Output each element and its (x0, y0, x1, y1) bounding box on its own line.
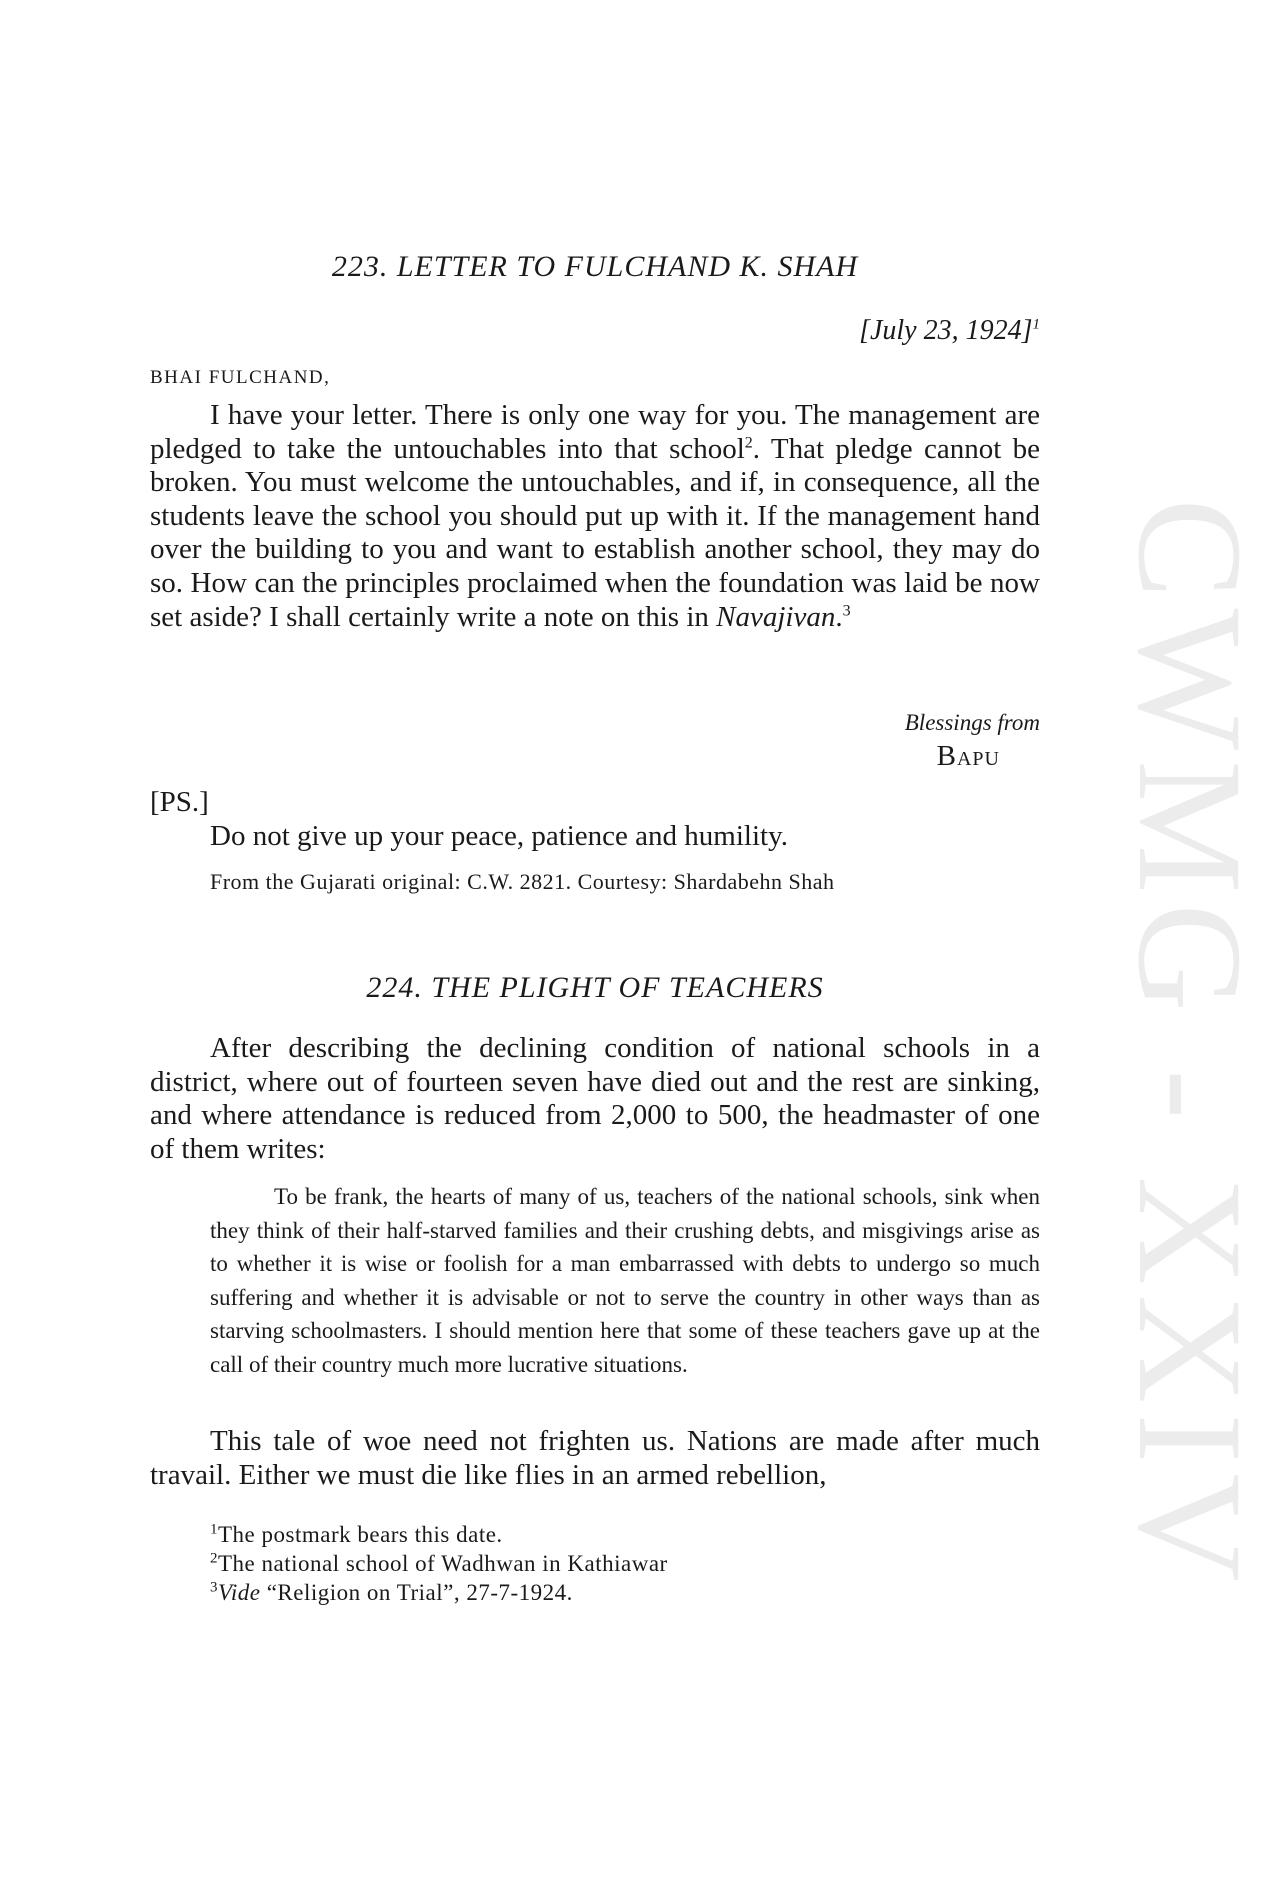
document-page (150, 0, 1040, 1890)
article-title: 224. THE PLIGHT OF TEACHERS (366, 971, 824, 1004)
footnote-3-number: 3 (210, 1579, 218, 1596)
block-quote: To be frank, the hearts of many of us, teachers of the national schools, sink when they think of their half-starved families and their crushing debts, and misgivings arise as to whether it is wise or foolish for a man embarrassed with debts to undergo so much suffering and whether it is advisable or not to serve the country in other ways than as starving schoolmasters. I should mention here that some of these teachers gave up at the call of their country much more lucrative situations. (210, 1184, 1040, 1377)
letter-body-part-2: . That pledge cannot be broken. You must welcome the untouchables, and if, in consequence, all the students leave the school you should put up with it. If the management hand over the building to you and want to establish another school, they may do so. How can the principles proclaimed when the foundation was laid be now set aside? I shall certainly write a note on this in (150, 432, 1040, 633)
ps-label: [PS.] (150, 786, 209, 818)
footnote-2 (210, 1551, 668, 1577)
letter-date (859, 315, 1040, 347)
footnote-ref-2: 2 (744, 433, 753, 451)
article-paragraph-1: After describing the declining condition of national schools in a district, where out of fourteen seven have died out and the rest are sinking, and where attendance is reduced from 2,000 to 500, the headmaster of one of them writes: (150, 1032, 1040, 1165)
footnote-2-number: 2 (210, 1550, 218, 1567)
salutation: BHAI FULCHAND, (150, 367, 331, 388)
article-paragraph-2: This tale of woe need not frighten us. Nations are made after much travail. Either we must die like flies in an armed rebellion, (150, 1425, 1040, 1491)
footnote-1-text: The postmark bears this date. (218, 1522, 503, 1547)
footnote-3-vide: Vide (218, 1580, 261, 1605)
signoff-name: Bapu (936, 740, 1000, 772)
letter-date-text: [July 23, 1924] (859, 315, 1033, 346)
letter-body-end: . (835, 600, 843, 633)
letter-title: 223. LETTER TO FULCHAND K. SHAH (331, 250, 859, 283)
watermark: CWMG - XXIV (1107, 498, 1273, 1592)
footnote-1 (210, 1522, 503, 1548)
source-line: From the Gujarati original: C.W. 2821. Courtesy: Shardabehn Shah (210, 869, 835, 894)
letter-body-part-1: I have your letter. There is only one way for you. The management are pledged to take the untouchables into that school (150, 399, 1040, 465)
footnote-1-number: 1 (210, 1521, 218, 1538)
navajivan-title: Navajivan (716, 600, 836, 633)
footnote-ref-1: 1 (1032, 316, 1040, 333)
ps-text: Do not give up your peace, patience and humility. (210, 820, 788, 852)
signoff-blessings: Blessings from (904, 710, 1040, 735)
footnote-3-text: “Religion on Trial”, 27-7-1924. (260, 1580, 573, 1605)
footnote-ref-3: 3 (842, 601, 851, 619)
footnote-3 (210, 1580, 573, 1606)
footnote-2-text: The national school of Wadhwan in Kathiawar (218, 1551, 668, 1576)
letter-body (150, 399, 1040, 634)
